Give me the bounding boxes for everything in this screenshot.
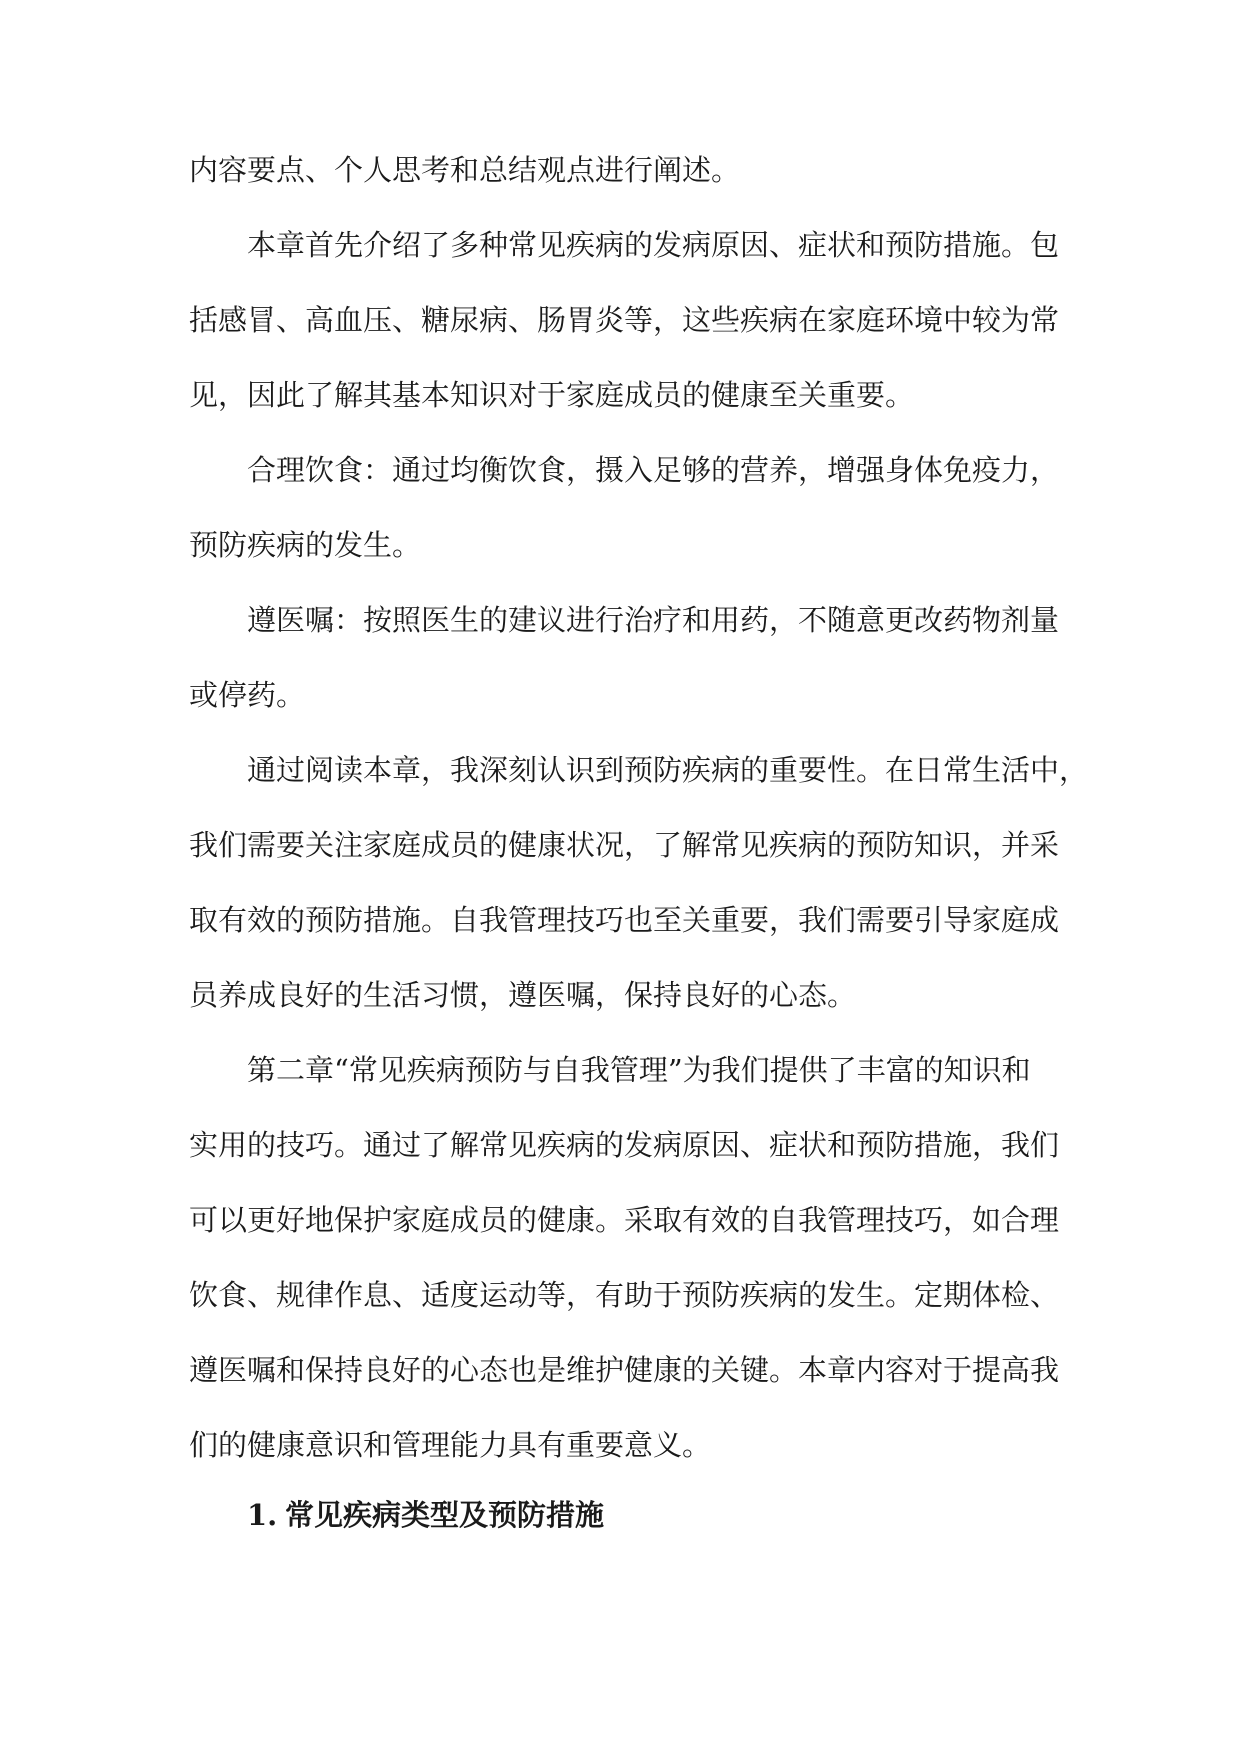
paragraph (189, 748, 1089, 1018)
text-line: 内容要点、个人思考和总结观点进行阐述。 (189, 153, 741, 187)
document-body (189, 148, 1089, 1468)
paragraph (189, 148, 1057, 193)
text-line: 通过阅读本章，我深刻认识到预防疾病的重要性。在日常生活中， (247, 753, 1089, 787)
text-line: 们的健康意识和管理能力具有重要意义。 (189, 1428, 712, 1462)
section-heading (247, 1493, 604, 1538)
text-line: 员养成良好的生活习惯，遵医嘱，保持良好的心态。 (189, 978, 857, 1012)
paragraph (189, 448, 1060, 568)
section-number: 1. (247, 1498, 278, 1532)
text-line: 饮食、规律作息、适度运动等，有助于预防疾病的发生。定期体检、 (189, 1278, 1060, 1312)
text-line: 本章首先介绍了多种常见疾病的发病原因、症状和预防措施。包 (247, 228, 1060, 262)
text-line: 我们需要关注家庭成员的健康状况，了解常见疾病的预防知识，并采 (189, 828, 1060, 862)
text-line: 或停药。 (189, 678, 306, 712)
text-line: 取有效的预防措施。自我管理技巧也至关重要，我们需要引导家庭成 (189, 903, 1060, 937)
text-line: 见，因此了解其基本知识对于家庭成员的健康至关重要。 (189, 378, 915, 412)
text-line: 括感冒、高血压、糖尿病、肠胃炎等，这些疾病在家庭环境中较为常 (189, 303, 1060, 337)
text-line: 可以更好地保护家庭成员的健康。采取有效的自我管理技巧，如合理 (189, 1203, 1060, 1237)
text-line: 实用的技巧。通过了解常见疾病的发病原因、症状和预防措施，我们 (189, 1128, 1060, 1162)
text-line: 第二章“常见疾病预防与自我管理”为我们提供了丰富的知识和 (247, 1053, 1031, 1087)
text-line: 合理饮食：通过均衡饮食，摄入足够的营养，增强身体免疫力， (247, 453, 1060, 487)
section-title: 常见疾病类型及预防措施 (285, 1498, 605, 1532)
paragraph (189, 598, 1060, 718)
text-line: 遵医嘱和保持良好的心态也是维护健康的关键。本章内容对于提高我 (189, 1353, 1060, 1387)
paragraph (189, 223, 1060, 418)
paragraph (189, 1048, 1060, 1468)
text-line: 预防疾病的发生。 (189, 528, 422, 562)
text-line: 遵医嘱：按照医生的建议进行治疗和用药，不随意更改药物剂量 (247, 603, 1060, 637)
